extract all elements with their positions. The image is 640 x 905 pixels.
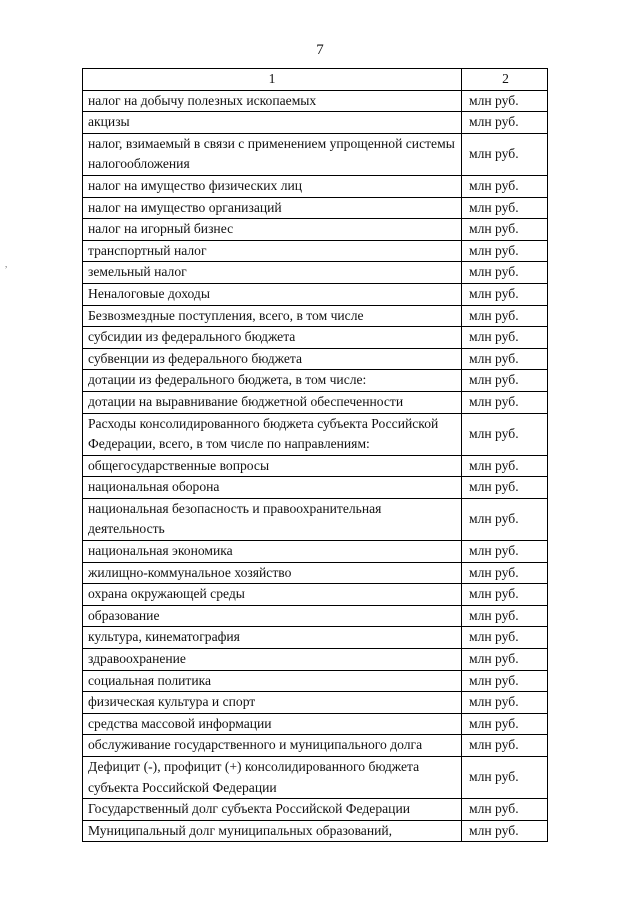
unit-cell: млн руб. xyxy=(462,133,548,175)
unit-cell: млн руб. xyxy=(462,799,548,821)
unit-cell: млн руб. xyxy=(462,305,548,327)
indicator-name-cell: культура, кинематография xyxy=(83,627,462,649)
table-row xyxy=(83,584,548,606)
unit-cell: млн руб. xyxy=(462,713,548,735)
indicator-name-cell: налог на имущество физических лиц xyxy=(83,175,462,197)
unit-cell: млн руб. xyxy=(462,820,548,842)
table-row xyxy=(83,305,548,327)
table-row xyxy=(83,627,548,649)
indicator-name-cell: субсидии из федерального бюджета xyxy=(83,327,462,349)
table-row xyxy=(83,757,548,799)
indicator-name-cell: физическая культура и спорт xyxy=(83,692,462,714)
table-row xyxy=(83,713,548,735)
unit-cell: млн руб. xyxy=(462,562,548,584)
indicators-table xyxy=(82,68,548,842)
indicator-name-cell: образование xyxy=(83,605,462,627)
indicator-name-cell: национальная экономика xyxy=(83,541,462,563)
indicator-name-cell: Расходы консолидированного бюджета субъекта Российской Федерации, всего, в том числе по направлениям: xyxy=(83,413,462,455)
table-row xyxy=(83,90,548,112)
table-row xyxy=(83,735,548,757)
unit-cell: млн руб. xyxy=(462,413,548,455)
unit-cell: млн руб. xyxy=(462,262,548,284)
table-row xyxy=(83,112,548,134)
unit-cell: млн руб. xyxy=(462,670,548,692)
indicator-name-cell: здравоохранение xyxy=(83,649,462,671)
table-row xyxy=(83,649,548,671)
table-row xyxy=(83,820,548,842)
table-row xyxy=(83,498,548,540)
table-row xyxy=(83,477,548,499)
indicator-name-cell: дотации из федерального бюджета, в том числе: xyxy=(83,370,462,392)
unit-cell: млн руб. xyxy=(462,90,548,112)
indicator-name-cell: налог на имущество организаций xyxy=(83,197,462,219)
indicator-name-cell: акцизы xyxy=(83,112,462,134)
table-row xyxy=(83,562,548,584)
unit-cell: млн руб. xyxy=(462,283,548,305)
table-row xyxy=(83,219,548,241)
unit-cell: млн руб. xyxy=(462,370,548,392)
indicator-name-cell: Неналоговые доходы xyxy=(83,283,462,305)
table-row xyxy=(83,327,548,349)
page-number: 7 xyxy=(316,42,324,58)
indicator-name-cell: Государственный долг субъекта Российской Федерации xyxy=(83,799,462,821)
unit-cell: млн руб. xyxy=(462,627,548,649)
table-header-row xyxy=(83,69,548,91)
indicator-name-cell: социальная политика xyxy=(83,670,462,692)
indicator-name-cell: дотации на выравнивание бюджетной обеспеченности xyxy=(83,391,462,413)
indicator-name-cell: Дефицит (-), профицит (+) консолидированного бюджета субъекта Российской Федерации xyxy=(83,757,462,799)
unit-cell: млн руб. xyxy=(462,391,548,413)
table-row xyxy=(83,692,548,714)
unit-cell: млн руб. xyxy=(462,175,548,197)
unit-cell: млн руб. xyxy=(462,735,548,757)
table-row xyxy=(83,413,548,455)
unit-cell: млн руб. xyxy=(462,197,548,219)
unit-cell: млн руб. xyxy=(462,498,548,540)
table-row xyxy=(83,133,548,175)
table-row xyxy=(83,262,548,284)
indicator-name-cell: Муниципальный долг муниципальных образований, xyxy=(83,820,462,842)
table-row xyxy=(83,799,548,821)
table-row xyxy=(83,370,548,392)
indicator-name-cell: налог на добычу полезных ископаемых xyxy=(83,90,462,112)
unit-cell: млн руб. xyxy=(462,112,548,134)
indicator-name-cell: национальная оборона xyxy=(83,477,462,499)
indicator-name-cell: Безвозмездные поступления, всего, в том числе xyxy=(83,305,462,327)
unit-cell: млн руб. xyxy=(462,541,548,563)
table-row xyxy=(83,348,548,370)
unit-cell: млн руб. xyxy=(462,757,548,799)
table-row xyxy=(83,197,548,219)
table-row xyxy=(83,175,548,197)
unit-cell: млн руб. xyxy=(462,240,548,262)
indicator-name-cell: жилищно-коммунальное хозяйство xyxy=(83,562,462,584)
unit-cell: млн руб. xyxy=(462,219,548,241)
indicator-name-cell: средства массовой информации xyxy=(83,713,462,735)
table-row xyxy=(83,605,548,627)
table-row xyxy=(83,283,548,305)
indicator-name-cell: земельный налог xyxy=(83,262,462,284)
indicator-name-cell: налог, взимаемый в связи с применением упрощенной системы налогообложения xyxy=(83,133,462,175)
unit-cell: млн руб. xyxy=(462,605,548,627)
indicator-name-cell: субвенции из федерального бюджета xyxy=(83,348,462,370)
unit-cell: млн руб. xyxy=(462,348,548,370)
table-row xyxy=(83,455,548,477)
column-header-2: 2 xyxy=(462,69,548,91)
indicator-name-cell: охрана окружающей среды xyxy=(83,584,462,606)
unit-cell: млн руб. xyxy=(462,649,548,671)
unit-cell: млн руб. xyxy=(462,327,548,349)
unit-cell: млн руб. xyxy=(462,692,548,714)
unit-cell: млн руб. xyxy=(462,477,548,499)
unit-cell: млн руб. xyxy=(462,455,548,477)
indicator-name-cell: общегосударственные вопросы xyxy=(83,455,462,477)
indicator-name-cell: налог на игорный бизнес xyxy=(83,219,462,241)
unit-cell: млн руб. xyxy=(462,584,548,606)
indicator-name-cell: транспортный налог xyxy=(83,240,462,262)
table-row xyxy=(83,670,548,692)
scan-mark: , xyxy=(5,259,8,269)
indicator-name-cell: национальная безопасность и правоохранительная деятельность xyxy=(83,498,462,540)
table-row xyxy=(83,391,548,413)
indicator-name-cell: обслуживание государственного и муниципального долга xyxy=(83,735,462,757)
table-row xyxy=(83,240,548,262)
table-row xyxy=(83,541,548,563)
column-header-1: 1 xyxy=(83,69,462,91)
